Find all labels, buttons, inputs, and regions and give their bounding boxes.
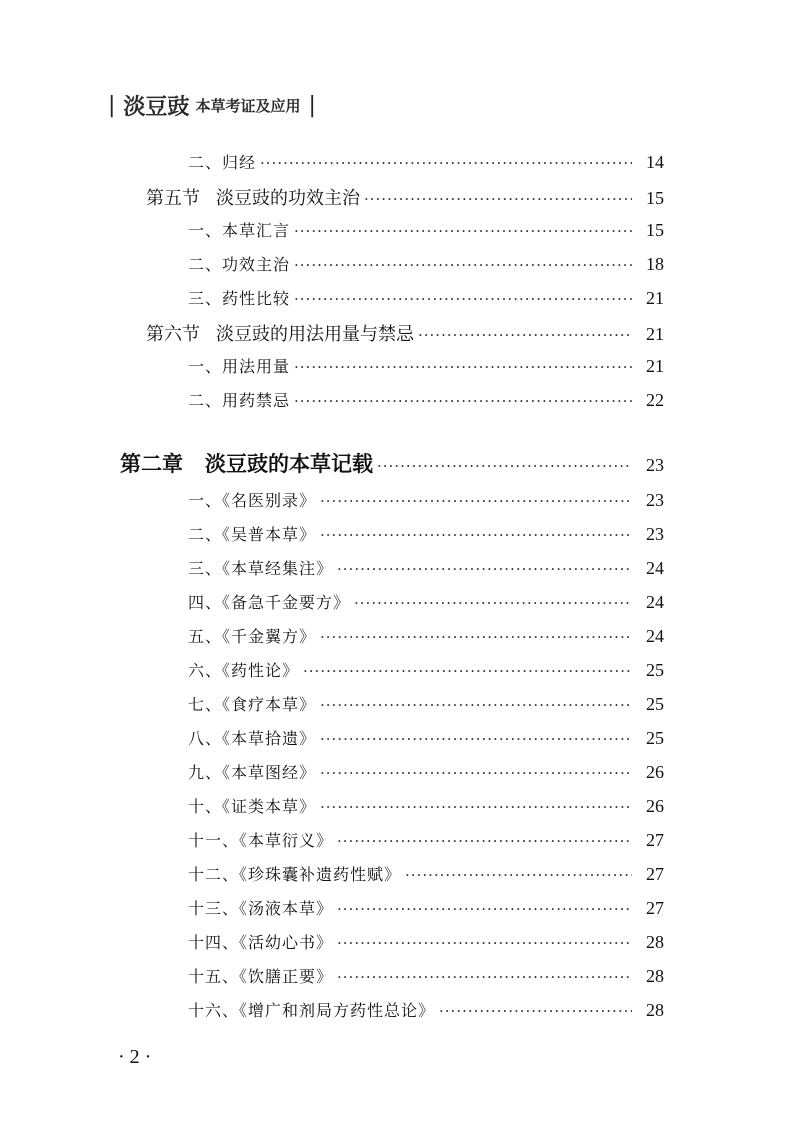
dot-leader xyxy=(320,526,632,544)
dot-leader xyxy=(294,290,632,308)
toc-entry xyxy=(188,726,664,749)
toc-entry-page: 26 xyxy=(646,796,664,816)
toc-entry-label: 二、《吴普本草》 xyxy=(188,525,317,544)
dot-leader xyxy=(337,934,632,952)
dot-leader xyxy=(294,256,632,274)
toc-entry-page: 28 xyxy=(646,1000,664,1020)
toc-entry-label: 十一、《本草衍义》 xyxy=(188,831,334,850)
toc-section-entry xyxy=(146,320,664,346)
toc-entry xyxy=(188,522,664,545)
toc-entry xyxy=(188,896,664,919)
toc-entry-page: 21 xyxy=(646,288,664,308)
dot-leader xyxy=(439,1002,632,1020)
toc-entry xyxy=(188,692,664,715)
toc-entry xyxy=(188,590,664,613)
dot-leader xyxy=(320,730,632,748)
toc-entry xyxy=(188,828,664,851)
toc-entry-page: 24 xyxy=(646,626,664,646)
header-bar-left: | xyxy=(108,92,116,118)
toc-entry-label: 二、功效主治 xyxy=(188,255,291,274)
dot-leader xyxy=(337,968,632,986)
header-bar-right: | xyxy=(308,92,316,118)
toc-entry-label: 一、本草汇言 xyxy=(188,221,291,240)
toc-entry-page: 21 xyxy=(646,356,664,376)
toc-entry xyxy=(188,252,664,275)
toc-entry-page: 25 xyxy=(646,728,664,748)
toc-entry-page: 15 xyxy=(646,220,664,240)
toc-section-title: 淡豆豉的功效主治 xyxy=(216,188,360,209)
toc-section-title: 淡豆豉的用法用量与禁忌 xyxy=(216,324,414,345)
toc-entry-label: 四、《备急千金要方》 xyxy=(188,593,351,612)
toc-entry-label: 十二、《珍珠囊补遗药性赋》 xyxy=(188,865,402,884)
toc-entry-label: 十、《证类本草》 xyxy=(188,797,317,816)
dot-leader xyxy=(337,832,632,850)
toc-entry-page: 23 xyxy=(646,490,664,510)
dot-leader xyxy=(320,798,632,816)
dot-leader xyxy=(320,696,632,714)
toc-entry-page: 27 xyxy=(646,864,664,884)
toc-entry-label: 一、用法用量 xyxy=(188,357,291,376)
toc-entry-page: 18 xyxy=(646,254,664,274)
dot-leader xyxy=(337,560,632,578)
toc-entry-label: 十三、《汤液本草》 xyxy=(188,899,334,918)
toc-entry-page: 26 xyxy=(646,762,664,782)
toc-entry-page: 27 xyxy=(646,898,664,918)
dot-leader xyxy=(294,358,632,376)
dot-leader xyxy=(320,628,632,646)
toc-entry-label: 七、《食疗本草》 xyxy=(188,695,317,714)
toc-entry-label: 九、《本草图经》 xyxy=(188,763,317,782)
page-number: · 2 · xyxy=(118,1046,152,1068)
dot-leader xyxy=(364,190,632,208)
toc-entry-page: 15 xyxy=(646,188,664,208)
toc-entry-label: 八、《本草拾遗》 xyxy=(188,729,317,748)
toc-entry-page: 28 xyxy=(646,966,664,986)
dot-leader xyxy=(377,457,632,475)
toc-entry xyxy=(188,488,664,511)
toc-entry-label: 五、《千金翼方》 xyxy=(188,627,317,646)
toc-chapter-entry xyxy=(120,448,664,478)
toc-entry-label: 十四、《活幼心书》 xyxy=(188,933,334,952)
toc-entry xyxy=(188,354,664,377)
toc-entry xyxy=(188,930,664,953)
toc-entry-label: 二、归经 xyxy=(188,153,257,172)
toc-entry xyxy=(188,556,664,579)
dot-leader xyxy=(320,764,632,782)
toc-chapter-title: 淡豆豉的本草记载 xyxy=(205,451,373,476)
toc-entry-page: 14 xyxy=(646,152,664,172)
toc-entry-label: 六、《药性论》 xyxy=(188,661,300,680)
toc-entry xyxy=(188,964,664,987)
toc-entry-page: 24 xyxy=(646,558,664,578)
dot-leader xyxy=(294,222,632,240)
dot-leader xyxy=(354,594,632,612)
toc-entry-page: 23 xyxy=(646,524,664,544)
toc-entry xyxy=(188,658,664,681)
toc-entry-label: 十五、《饮膳正要》 xyxy=(188,967,334,986)
toc-entry-page: 23 xyxy=(646,455,664,475)
dot-leader xyxy=(337,900,632,918)
dot-leader xyxy=(320,492,632,510)
toc-entry-page: 27 xyxy=(646,830,664,850)
toc-entry-page: 24 xyxy=(646,592,664,612)
toc-entry xyxy=(188,388,664,411)
book-title: 淡豆豉 xyxy=(123,94,190,120)
toc-entry-page: 25 xyxy=(646,660,664,680)
toc-section-entry xyxy=(146,184,664,210)
dot-leader xyxy=(405,866,632,884)
toc-entry xyxy=(188,998,664,1021)
dot-leader xyxy=(294,392,632,410)
dot-leader xyxy=(303,662,632,680)
toc-entry-label: 三、《本草经集注》 xyxy=(188,559,334,578)
toc-chapter-number: 第二章 xyxy=(120,451,183,476)
toc-entry xyxy=(188,286,664,309)
toc-section-number: 第五节 xyxy=(146,188,200,209)
toc-entry-label: 三、药性比较 xyxy=(188,289,291,308)
toc-entry-label: 十六、《增广和剂局方药性总论》 xyxy=(188,1001,436,1020)
dot-leader xyxy=(260,154,632,172)
dot-leader xyxy=(418,326,632,344)
book-subtitle: 本草考证及应用 xyxy=(195,96,301,115)
toc-entry xyxy=(188,794,664,817)
toc-entry xyxy=(188,624,664,647)
toc-entry-label: 二、用药禁忌 xyxy=(188,391,291,410)
toc-entry-page: 28 xyxy=(646,932,664,952)
toc-entry-page: 22 xyxy=(646,390,664,410)
toc-entry-label: 一、《名医别录》 xyxy=(188,491,317,510)
toc-entry-page: 21 xyxy=(646,324,664,344)
toc-entry xyxy=(188,150,664,173)
toc-entry xyxy=(188,760,664,783)
toc-entry xyxy=(188,862,664,885)
toc-entry xyxy=(188,218,664,241)
toc-entry-page: 25 xyxy=(646,694,664,714)
toc-section-number: 第六节 xyxy=(146,324,200,345)
